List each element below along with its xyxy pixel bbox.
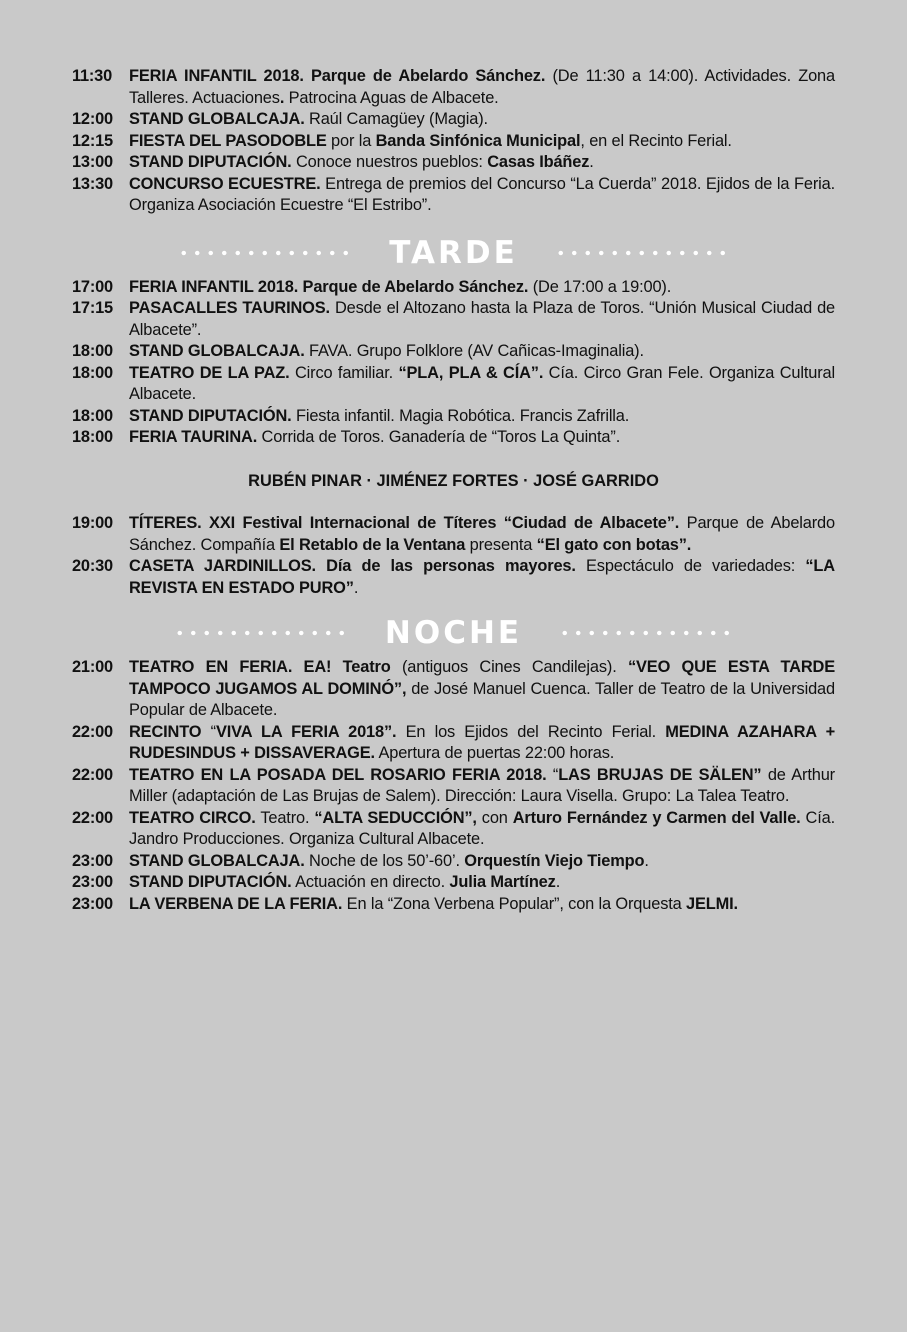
entry-highlight: STAND DIPUTACIÓN. bbox=[129, 406, 292, 425]
entry-text: de Arthur Miller (adaptación de Las Brujas de Salem). Dirección: Laura Visella. Grupo: La Talea Teatro. bbox=[129, 765, 835, 805]
entry-highlight: TEATRO EN FERIA. EA! Teatro bbox=[129, 658, 391, 676]
entry-description bbox=[129, 109, 835, 131]
entry-text: Conoce nuestros pueblos: bbox=[291, 153, 488, 171]
entry-highlight: Arturo Fernández y Carmen del Valle. bbox=[512, 808, 801, 827]
entry-text: Circo familiar. bbox=[289, 363, 399, 382]
entry-text: Fiesta infantil. Magia Robótica. Francis Zafrilla. bbox=[291, 406, 630, 425]
entry-highlight: Julia Martínez bbox=[449, 873, 556, 891]
entry-description bbox=[129, 722, 835, 765]
entry-time: 20:30 bbox=[72, 557, 113, 575]
schedule-entry bbox=[72, 174, 835, 217]
entry-time: 13:30 bbox=[72, 174, 113, 193]
entry-text: Parque de Abelardo Sánchez. Compañía bbox=[129, 514, 835, 554]
entry-time: 21:00 bbox=[72, 658, 113, 676]
entry-highlight: LA VERBENA DE LA FERIA. bbox=[129, 894, 343, 913]
entry-highlight: MEDINA AZAHARA + RUDESINDUS + DISSAVERAGE. bbox=[129, 722, 835, 762]
entry-highlight: CASETA JARDINILLOS. Día de las personas mayores. bbox=[129, 557, 576, 575]
entry-time: 19:00 bbox=[72, 514, 113, 532]
entry-description bbox=[129, 872, 835, 894]
entry-highlight: FIESTA DEL PASODOBLE bbox=[129, 131, 327, 150]
entry-highlight: “El gato con botas”. bbox=[536, 535, 692, 554]
entry-time: 18:00 bbox=[72, 406, 113, 425]
schedule-entry bbox=[72, 363, 835, 406]
entry-time: 18:00 bbox=[72, 428, 113, 446]
entry-description bbox=[129, 556, 835, 599]
entry-text: Entrega de premios del Concurso “La Cuerda” 2018. Ejidos de la Feria. Organiza Asociación Ecuestre “El Estribo”. bbox=[129, 174, 835, 214]
schedule-entry bbox=[72, 131, 835, 153]
entry-highlight: STAND GLOBALCAJA. bbox=[129, 110, 305, 128]
entry-highlight: RECINTO bbox=[129, 722, 202, 741]
schedule-entry bbox=[72, 872, 835, 894]
schedule-entry bbox=[72, 277, 835, 299]
toreros-line: RUBÉN PINAR · JIMÉNEZ FORTES · JOSÉ GARRIDO bbox=[248, 471, 659, 490]
entry-description bbox=[129, 894, 835, 916]
entry-text: En la “Zona Verbena Popular”, con la Orquesta bbox=[342, 894, 687, 913]
entry-text: de José Manuel Cuenca. Taller de Teatro de la Universidad Popular de Albacete. bbox=[129, 679, 835, 719]
schedule-entry bbox=[72, 109, 835, 131]
entry-highlight: TEATRO DE LA PAZ. bbox=[129, 363, 290, 382]
noche-title: NOCHE bbox=[384, 615, 523, 651]
entry-highlight: JELMI. bbox=[686, 894, 738, 913]
entry-text: Cía. Jandro Producciones. Organiza Cultural Albacete. bbox=[129, 808, 835, 848]
entry-text: En los Ejidos del Recinto Ferial. bbox=[396, 722, 666, 741]
dots-left-decoration bbox=[177, 249, 353, 257]
dots-left-decoration bbox=[173, 629, 349, 637]
entry-description bbox=[129, 657, 835, 722]
entry-text: FAVA. Grupo Folklore (AV Cañicas-Imaginalia). bbox=[304, 342, 644, 360]
entry-text: (antiguos Cines Candilejas). bbox=[390, 658, 628, 676]
entry-highlight: “ALTA SEDUCCIÓN”, bbox=[314, 808, 477, 827]
entry-highlight: “PLA, PLA & CÍA”. bbox=[398, 363, 544, 382]
entry-highlight: El Retablo de la Ventana bbox=[279, 535, 466, 554]
entry-description bbox=[129, 66, 835, 109]
entry-highlight: “VEO QUE ESTA TARDE TAMPOCO JUGAMOS AL DOMINÓ”, bbox=[129, 658, 835, 698]
entry-text: . bbox=[555, 873, 561, 891]
entry-highlight: FERIA INFANTIL 2018. Parque de Abelardo Sánchez. bbox=[129, 277, 529, 296]
entry-highlight: FERIA TAURINA. bbox=[129, 428, 258, 446]
entry-time: 23:00 bbox=[72, 894, 113, 913]
entry-highlight: VIVA LA FERIA 2018”. bbox=[215, 722, 397, 741]
schedule-entry bbox=[72, 765, 835, 808]
entry-highlight: STAND DIPUTACIÓN. bbox=[129, 153, 292, 171]
entry-text: con bbox=[476, 808, 513, 827]
entry-description bbox=[129, 131, 835, 153]
entry-text: . bbox=[644, 851, 649, 870]
entry-highlight: TEATRO EN LA POSADA DEL ROSARIO FERIA 2018. bbox=[129, 765, 547, 784]
entry-highlight: CONCURSO ECUESTRE. bbox=[129, 174, 321, 193]
entry-description bbox=[129, 406, 835, 428]
tarde-schedule bbox=[72, 277, 835, 449]
entry-text: por la bbox=[326, 131, 376, 150]
entry-text: . bbox=[589, 153, 594, 171]
entry-highlight: LAS BRUJAS DE SÄLEN” bbox=[558, 765, 762, 784]
entry-text: Teatro. bbox=[255, 808, 315, 827]
entry-description bbox=[129, 341, 835, 363]
entry-text: “ bbox=[546, 765, 559, 784]
entry-highlight: “LA REVISTA EN ESTADO PURO” bbox=[129, 557, 835, 597]
entry-highlight: TEATRO CIRCO. bbox=[129, 808, 256, 827]
schedule-entry bbox=[72, 556, 835, 599]
entry-time: 22:00 bbox=[72, 765, 113, 784]
entry-description bbox=[129, 851, 835, 873]
entry-text: “ bbox=[201, 722, 216, 741]
entry-time: 12:00 bbox=[72, 110, 113, 128]
schedule-entry bbox=[72, 298, 835, 341]
entry-time: 11:30 bbox=[72, 67, 113, 85]
entry-highlight: STAND DIPUTACIÓN. bbox=[129, 873, 292, 891]
noche-schedule bbox=[72, 657, 835, 915]
entry-time: 22:00 bbox=[72, 722, 113, 741]
schedule-entry bbox=[72, 657, 835, 722]
entry-text: presenta bbox=[465, 535, 537, 554]
entry-time: 17:15 bbox=[72, 299, 113, 317]
schedule-entry bbox=[72, 808, 835, 851]
entry-text: . bbox=[353, 578, 359, 597]
schedule-entry bbox=[72, 851, 835, 873]
entry-description bbox=[129, 808, 835, 851]
schedule-entry bbox=[72, 894, 835, 916]
tarde-title: TARDE bbox=[389, 234, 518, 271]
schedule-entry bbox=[72, 722, 835, 765]
entry-text: Corrida de Toros. Ganadería de “Toros La Quinta”. bbox=[257, 428, 621, 446]
entry-text: Raúl Camagüey (Magia). bbox=[304, 110, 488, 128]
entry-time: 18:00 bbox=[72, 342, 113, 360]
entry-description bbox=[129, 298, 835, 341]
dots-right-decoration bbox=[558, 629, 734, 637]
entry-time: 12:15 bbox=[72, 131, 113, 150]
entry-description bbox=[129, 427, 835, 449]
entry-highlight: STAND GLOBALCAJA. bbox=[129, 851, 305, 870]
entry-highlight: Casas Ibáñez bbox=[487, 153, 590, 171]
entry-text: Actuación en directo. bbox=[291, 873, 450, 891]
entry-time: 22:00 bbox=[72, 808, 113, 827]
entry-text: (De 11:30 a 14:00). Actividades. Zona Talleres. Actuaciones bbox=[129, 67, 835, 107]
entry-time: 23:00 bbox=[72, 851, 113, 870]
schedule-entry bbox=[72, 406, 835, 428]
dots-right-decoration bbox=[554, 249, 730, 257]
entry-text: , en el Recinto Ferial. bbox=[580, 131, 732, 150]
entry-text: Patrocina Aguas de Albacete. bbox=[284, 88, 499, 107]
entry-highlight: STAND GLOBALCAJA. bbox=[129, 342, 305, 360]
entry-time: 13:00 bbox=[72, 153, 113, 171]
entry-description bbox=[129, 513, 835, 556]
entry-time: 23:00 bbox=[72, 873, 113, 891]
entry-text: Apertura de puertas 22:00 horas. bbox=[374, 744, 615, 762]
schedule-entry bbox=[72, 341, 835, 363]
entry-highlight: FERIA INFANTIL 2018. Parque de Abelardo Sánchez. bbox=[129, 67, 546, 85]
entry-description bbox=[129, 152, 835, 174]
schedule-entry bbox=[72, 427, 835, 449]
entry-text: Desde el Altozano hasta la Plaza de Toros. “Unión Musical Ciudad de Albacete”. bbox=[129, 299, 835, 339]
entry-highlight: Orquestín Viejo Tiempo bbox=[464, 851, 645, 870]
entry-highlight: . bbox=[279, 88, 285, 107]
entry-highlight: TÍTERES. XXI Festival Internacional de Títeres “Ciudad de Albacete”. bbox=[129, 514, 680, 532]
morning-schedule bbox=[72, 66, 835, 217]
entry-time: 17:00 bbox=[72, 277, 113, 296]
tarde-schedule-2 bbox=[72, 513, 835, 599]
entry-description bbox=[129, 174, 835, 217]
schedule-entry bbox=[72, 66, 835, 109]
entry-description bbox=[129, 277, 835, 299]
schedule-entry bbox=[72, 152, 835, 174]
entry-highlight: PASACALLES TAURINOS. bbox=[129, 299, 330, 317]
entry-text: (De 17:00 a 19:00). bbox=[528, 277, 672, 296]
noche-header bbox=[72, 613, 835, 653]
tarde-header bbox=[72, 233, 835, 273]
entry-description bbox=[129, 765, 835, 808]
entry-text: Noche de los 50’-60’. bbox=[304, 851, 465, 870]
entry-time: 18:00 bbox=[72, 363, 113, 382]
entry-text: Espectáculo de variedades: bbox=[575, 557, 806, 575]
entry-text: Cía. Circo Gran Fele. Organiza Cultural Albacete. bbox=[129, 363, 835, 403]
entry-description bbox=[129, 363, 835, 406]
entry-highlight: Banda Sinfónica Municipal bbox=[375, 131, 581, 150]
schedule-entry bbox=[72, 513, 835, 556]
